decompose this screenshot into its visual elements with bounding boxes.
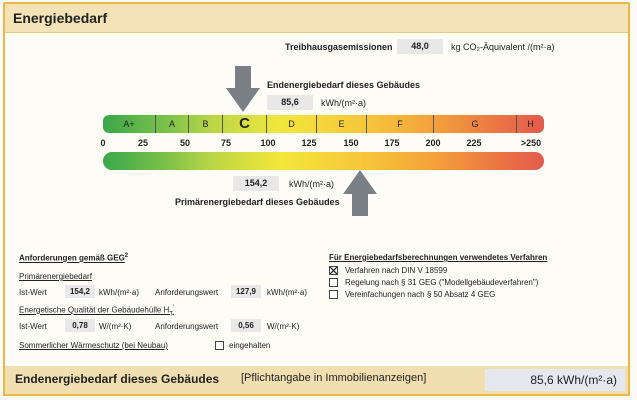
primary-energy-arrow-icon — [343, 170, 377, 216]
method-option-label: Vereinfachungen nach § 50 Absatz 4 GEG — [345, 290, 496, 299]
class-h: H — [527, 119, 534, 129]
summer-protection-checkbox[interactable] — [215, 341, 224, 350]
unit-wm2k: W/(m²·K) — [267, 322, 300, 331]
anf-primary-value: 127,9 — [231, 285, 261, 298]
tick-label: 125 — [301, 138, 317, 148]
unit-kwh: kWh/(m²·a) — [99, 288, 139, 297]
co2-value: 48,0 — [397, 39, 443, 54]
envelope-title: Energetische Qualität der Gebäudehülle $H_T'$ — [19, 305, 175, 318]
primary-energy-label: Primärenergiebedarf dieses Gebäudes — [175, 197, 340, 207]
method-checkbox-vereinfachung[interactable] — [329, 290, 338, 299]
end-energy-footer — [3, 366, 630, 396]
anf-label: Anforderungswert — [155, 288, 219, 297]
tick-label: 0 — [100, 138, 106, 148]
footer-note: [Pflichtangabe in Immobilienanzeigen] — [241, 372, 427, 384]
ist-primary-value: 154,2 — [65, 285, 95, 298]
co2-unit: kg CO₂-Äquivalent /(m²·a) — [451, 42, 555, 52]
ist-label: Ist-Wert — [19, 288, 47, 297]
energy-class-scale — [103, 115, 544, 133]
tick-label: 225 — [466, 138, 482, 148]
method-checkbox-modell[interactable] — [329, 278, 338, 287]
method-title: Für Energiebedarfsberechnungen verwendetes Verfahren — [329, 253, 548, 262]
checkmark-x-icon — [330, 267, 337, 274]
footer-title: Endenergiebedarf dieses Gebäudes — [15, 372, 220, 386]
class-d: D — [267, 115, 317, 133]
tick-label: 100 — [260, 138, 276, 148]
tick-label: 150 — [343, 138, 359, 148]
tick-label: 200 — [425, 138, 441, 148]
tick-label: >250 — [520, 138, 542, 148]
class-e: E — [317, 115, 367, 133]
end-energy-label: Endenergiebedarf dieses Gebäudes — [267, 80, 421, 90]
tick-label: 25 — [137, 138, 149, 148]
anf-envelope-value: 0,56 — [231, 319, 261, 332]
primary-energy-scale — [103, 152, 544, 170]
anf-label: Anforderungswert — [155, 322, 219, 331]
footer-value: 85,6 kWh/(m²·a) — [485, 369, 625, 391]
class-a-plus: A+ — [103, 115, 156, 133]
header-bar — [5, 4, 628, 33]
method-checkbox-din[interactable] — [329, 266, 338, 275]
tick-label: 75 — [220, 138, 232, 148]
class-b: B — [189, 115, 223, 133]
summer-protection-label: eingehalten — [229, 341, 271, 350]
class-c-active: C — [223, 115, 267, 133]
page-title: Energiebedarf — [13, 10, 108, 26]
summer-protection-title: Sommerlicher Wärmeschutz (bei Neubau) — [19, 341, 168, 350]
co2-label: Treibhausgasemissionen — [285, 42, 393, 52]
end-energy-value: 85,6 — [267, 95, 313, 110]
class-f: F — [367, 115, 434, 133]
primary-energy-unit: kWh/(m²·a) — [289, 179, 334, 189]
unit-kwh: kWh/(m²·a) — [267, 288, 307, 297]
energy-certificate-panel — [3, 2, 630, 394]
unit-wm2k: W/(m²·K) — [99, 322, 132, 331]
class-a: A — [156, 115, 189, 133]
ist-label: Ist-Wert — [19, 322, 47, 331]
requirements-title: Anforderungen gemäß GEG$^2$ — [19, 253, 129, 263]
primary-requirement-title: Primärenergiebedarf — [19, 272, 92, 281]
class-g: G — [434, 115, 517, 133]
primary-energy-value: 154,2 — [233, 176, 279, 191]
method-option-label: Regelung nach § 31 GEG ("Modellgebäudeverfahren") — [345, 278, 539, 287]
end-energy-unit: kWh/(m²·a) — [321, 98, 366, 108]
tick-label: 175 — [384, 138, 400, 148]
ist-envelope-value: 0,78 — [65, 319, 95, 332]
end-energy-arrow-icon — [226, 66, 260, 112]
tick-label: 50 — [179, 138, 191, 148]
method-option-label: Verfahren nach DIN V 18599 — [345, 266, 448, 275]
